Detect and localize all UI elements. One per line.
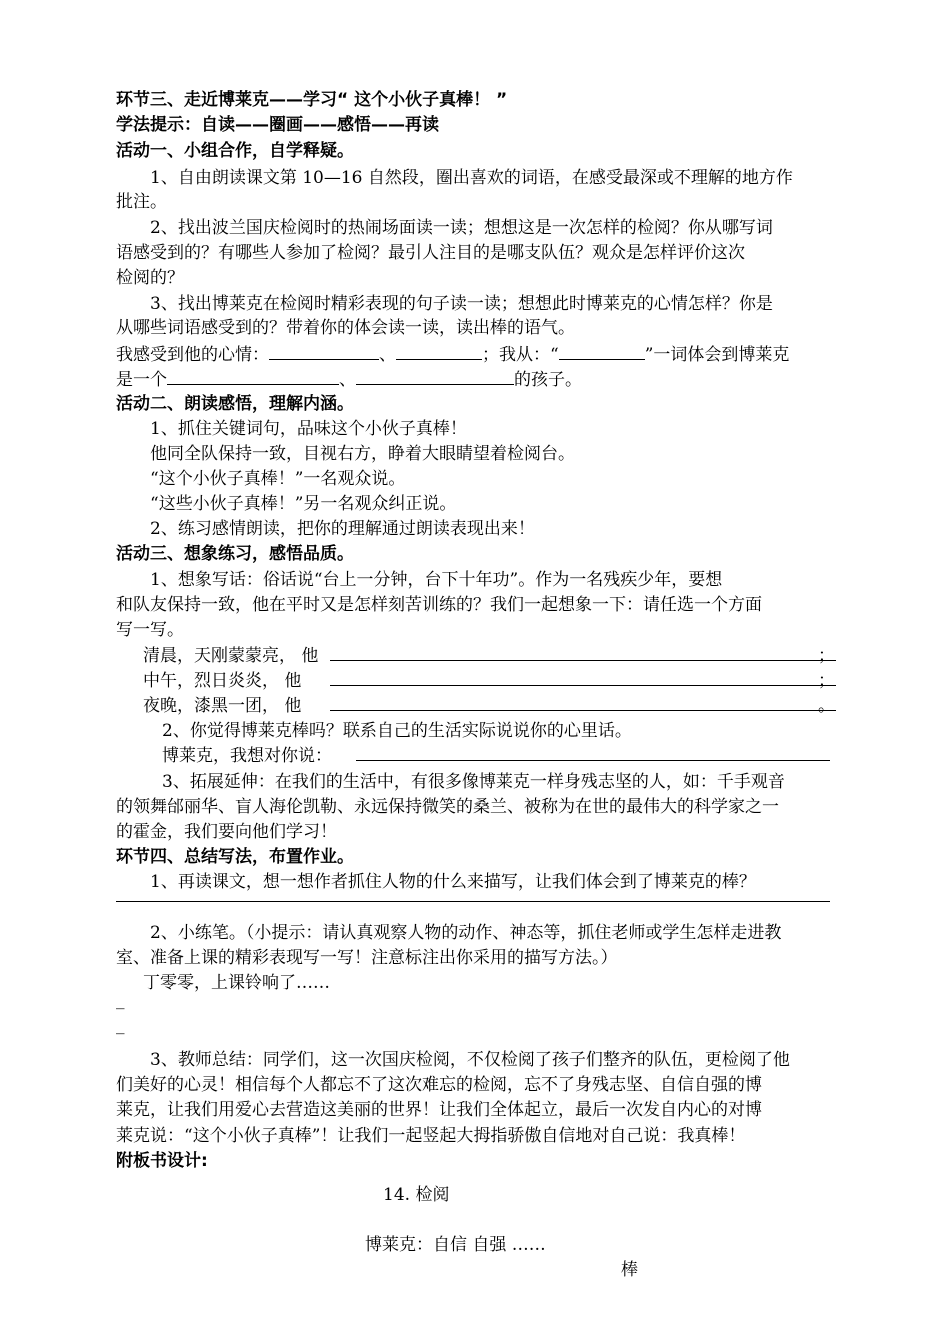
child-blank-2[interactable] xyxy=(356,366,514,385)
section4-q2-line2: 室、准备上课的精彩表现写一写！注意标注出你采用的描写方法。） xyxy=(116,948,618,968)
child-prompt: 是一个 xyxy=(116,370,167,390)
activity1-q3-line1: 3、找出博莱克在检阅时精彩表现的句子读一读；想想此时博莱克的心情怎样？你是 xyxy=(150,294,773,314)
noon-prompt: 中午，烈日炎炎， 他 xyxy=(143,671,302,691)
activity2-item2: 2、练习感情朗读，把你的理解通过朗读表现出来！ xyxy=(150,519,535,539)
word-prompt: ；我从：“ xyxy=(482,345,559,365)
section4-q3-line2: 们美好的心灵！相信每个人都忘不了这次难忘的检阅，忘不了身残志坚、自信自强的博 xyxy=(116,1075,762,1095)
activity3-q1-line2: 和队友保持一致，他在平时又是怎样刻苦训练的？我们一起想象一下：请任选一个方面 xyxy=(116,595,762,615)
activity3-q3-line3: 的霍金，我们要向他们学习！ xyxy=(116,822,337,842)
word-prompt-end: ”一词体会到博莱克 xyxy=(644,345,790,365)
noon-write-line[interactable] xyxy=(330,685,836,686)
section4-q1: 1、再读课文，想一想作者抓住人物的什么来描写，让我们体会到了博莱克的棒？ xyxy=(150,872,756,892)
activity3-title: 活动三、想象练习，感悟品质。 xyxy=(116,544,354,564)
morning-prompt: 清晨，天刚蒙蒙亮， 他 xyxy=(143,646,319,666)
feeling-prompt: 我感受到他的心情： xyxy=(116,345,269,365)
writing-starter: 丁零零，上课铃响了…… xyxy=(143,973,330,993)
activity2-title: 活动二、朗读感悟，理解内涵。 xyxy=(116,394,354,414)
section4-q3-line4: 莱克说：“这个小伙子真棒”！让我们一起竖起大拇指骄傲自信地对自己说：我真棒！ xyxy=(116,1126,746,1146)
section4-q3-line1: 3、教师总结：同学们，这一次国庆检阅，不仅检阅了孩子们整齐的队伍，更检阅了他 xyxy=(150,1050,790,1070)
activity1-q1-line2: 批注。 xyxy=(116,192,167,212)
section3-heading: 环节三、走近博莱克——学习“ 这个小伙子真棒！ ” xyxy=(116,90,508,110)
activity3-q1-line3: 写一写。 xyxy=(116,620,184,640)
section4-q3-line3: 莱克，让我们用爱心去营造这美丽的世界！让我们全体起立，最后一次发自内心的对博 xyxy=(116,1100,762,1120)
child-fill-line xyxy=(116,366,582,392)
night-prompt: 夜晚，漆黑一团， 他 xyxy=(143,696,302,716)
child-sep: 、 xyxy=(339,370,356,390)
board-design-title: 附板书设计: xyxy=(116,1151,208,1171)
activity2-quote2: “这个小伙子真棒！”一名观众说。 xyxy=(150,469,406,489)
activity2-quote1: 他同全队保持一致，目视右方，睁着大眼睛望着检阅台。 xyxy=(150,444,575,464)
board-lesson-title: 14. 检阅 xyxy=(383,1185,450,1205)
child-prompt-end: 的孩子。 xyxy=(514,370,582,390)
feeling-blank-1[interactable] xyxy=(269,341,379,360)
activity1-q3-line2: 从哪些词语感受到的？带着你的体会读一读，读出棒的语气。 xyxy=(116,318,575,338)
night-write-line[interactable] xyxy=(330,710,836,711)
activity3-q3-line2: 的领舞邰丽华、盲人海伦凯勒、永远保持微笑的桑兰、被称为在世的最伟大的科学家之一 xyxy=(116,797,779,817)
section4-q1-answer-line[interactable] xyxy=(116,901,830,902)
activity1-q2-line3: 检阅的？ xyxy=(116,268,184,288)
activity1-q2-line1: 2、找出波兰国庆检阅时的热闹场面读一读；想想这是一次怎样的检阅？你从哪写词 xyxy=(150,218,773,238)
morning-write-line[interactable] xyxy=(330,660,836,661)
feeling-sep: 、 xyxy=(379,345,396,365)
activity2-quote3: “这些小伙子真棒！”另一名观众纠正说。 xyxy=(150,494,457,514)
activity1-q1-line1: 1、自由朗读课文第 10—16 自然段，圈出喜欢的词语，在感受最深或不理解的地方作 xyxy=(150,168,793,188)
feeling-blank-2[interactable] xyxy=(396,341,482,360)
study-method-tip: 学法提示：自读——圈画——感悟——再读 xyxy=(116,115,439,135)
activity3-q1-line1: 1、想象写话：俗话说“台上一分钟，台下十年功”。作为一名残疾少年，要想 xyxy=(150,570,723,590)
morning-semicolon: ； xyxy=(818,646,835,666)
section4-q2-line1: 2、小练笔。（小提示：请认真观察人物的动作、神态等，抓住老师或学生怎样走进教 xyxy=(150,923,782,943)
word-blank[interactable] xyxy=(559,341,645,360)
child-blank-1[interactable] xyxy=(167,366,339,385)
board-traits: 博莱克：自信 自强 …… xyxy=(365,1235,546,1255)
activity3-q3-line1: 3、拓展延伸：在我们的生活中，有很多像博莱克一样身残志坚的人，如：千手观音 xyxy=(162,772,785,792)
noon-semicolon: ； xyxy=(818,671,835,691)
writing-dash-2[interactable]: _ xyxy=(116,1015,125,1035)
writing-dash-1[interactable]: _ xyxy=(116,990,125,1010)
feeling-fill-line xyxy=(116,341,789,367)
activity2-item1: 1、抓住关键词句，品味这个小伙子真棒！ xyxy=(150,419,467,439)
activity1-q2-line2: 语感受到的？有哪些人参加了检阅？最引人注目的是哪支队伍？观众是怎样评价这次 xyxy=(116,243,745,263)
activity1-title: 活动一、小组合作，自学释疑。 xyxy=(116,141,354,161)
say-to-blake-line[interactable] xyxy=(356,760,830,761)
say-to-blake-prompt: 博莱克，我想对你说： xyxy=(162,746,332,766)
board-great: 棒 xyxy=(621,1260,638,1280)
night-period: 。 xyxy=(818,696,835,716)
activity3-q2: 2、你觉得博莱克棒吗？联系自己的生活实际说说你的心里话。 xyxy=(162,721,632,741)
section4-heading: 环节四、总结写法，布置作业。 xyxy=(116,847,354,867)
